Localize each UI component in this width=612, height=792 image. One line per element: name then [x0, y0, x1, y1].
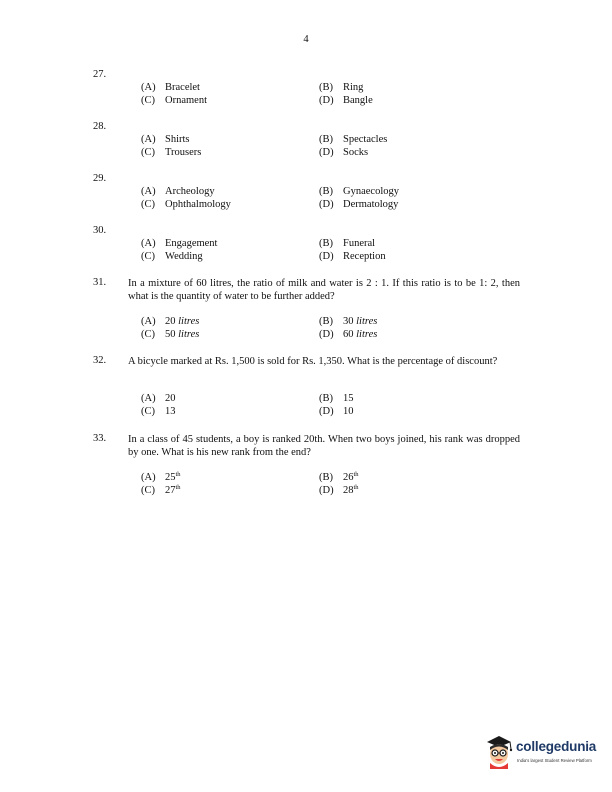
- option-c: (C) Ophthalmology: [141, 199, 231, 210]
- option-c: (C) 50 litres: [141, 329, 200, 340]
- question-text: In a mixture of 60 litres, the ratio of milk and water is 2 : 1. If this ratio is to be 1: 2, then what is the quantity of water to be further added?: [128, 278, 520, 302]
- option-b: (B) 30 litres: [319, 316, 378, 327]
- option-a: (A) Engagement: [141, 238, 218, 249]
- option-b: (B) Ring: [319, 82, 364, 93]
- option-d: (D) Dermatology: [319, 199, 399, 210]
- option-b: (B) 15: [319, 393, 354, 404]
- question-text: In a class of 45 students, a boy is ranked 20th. When two boys joined, his rank was dropped by one. What is his new rank from the end?: [128, 434, 520, 458]
- options: [141, 237, 501, 263]
- options: [141, 315, 501, 341]
- option-c: (C) Wedding: [141, 251, 203, 262]
- option-a: (A) 20 litres: [141, 316, 200, 327]
- option-a: (A) Bracelet: [141, 82, 200, 93]
- graduate-face-logo-icon: [484, 733, 514, 769]
- option-a: (A) Archeology: [141, 186, 215, 197]
- page-number: 4: [303, 34, 309, 45]
- options: [141, 81, 501, 107]
- option-a: (A) 20: [141, 393, 176, 404]
- question-number: 29.: [93, 173, 107, 184]
- options: [141, 133, 501, 159]
- brand-tagline: India's largest Student Review Platform: [517, 758, 592, 763]
- option-b: (B) Gynaecology: [319, 186, 399, 197]
- option-c: (C) Ornament: [141, 95, 207, 106]
- question-number: 27.: [93, 69, 107, 80]
- option-d: (D) Bangle: [319, 95, 373, 106]
- question-number: 32.: [93, 355, 107, 366]
- option-b: (B) 26th: [319, 471, 359, 483]
- option-c: (C) Trousers: [141, 147, 202, 158]
- option-d: (D) 28th: [319, 484, 359, 496]
- question-text: A bicycle marked at Rs. 1,500 is sold for Rs. 1,350. What is the percentage of discount?: [128, 356, 498, 367]
- question-number: 28.: [93, 121, 107, 132]
- option-a: (A) Shirts: [141, 134, 190, 145]
- option-c: (C) 27th: [141, 484, 181, 496]
- question-number: 33.: [93, 433, 107, 444]
- option-c: (C) 13: [141, 406, 176, 417]
- brand-name: collegedunia: [516, 739, 597, 754]
- question-number: 31.: [93, 277, 107, 288]
- options: [141, 471, 501, 497]
- options: [141, 185, 501, 211]
- option-d: (D) 10: [319, 406, 354, 417]
- collegedunia-watermark: [484, 733, 606, 773]
- option-b: (B) Spectacles: [319, 134, 388, 145]
- option-d: (D) Reception: [319, 251, 386, 262]
- option-d: (D) Socks: [319, 147, 369, 158]
- options: [141, 392, 501, 418]
- option-a: (A) 25th: [141, 471, 181, 483]
- question-number: 30.: [93, 225, 107, 236]
- option-b: (B) Funeral: [319, 238, 376, 249]
- option-d: (D) 60 litres: [319, 329, 378, 340]
